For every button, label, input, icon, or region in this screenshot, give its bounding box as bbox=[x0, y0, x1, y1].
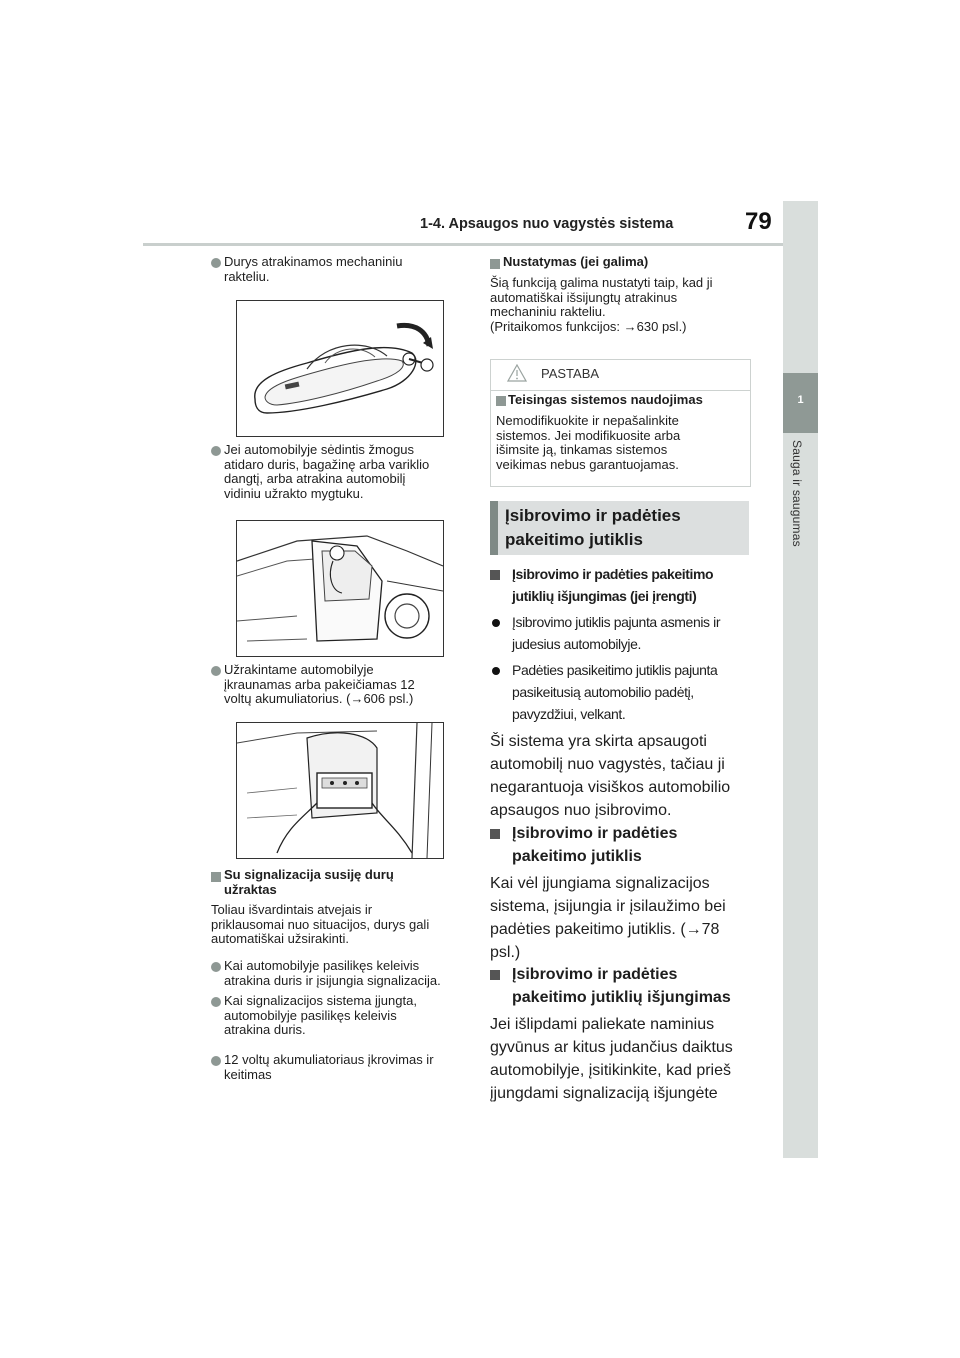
bullet-icon bbox=[211, 962, 221, 972]
chapter-number: 1 bbox=[797, 394, 804, 406]
sub-heading-3: Įsibrovimo ir padėties pakeitimo jutiklių išjungimas bbox=[512, 966, 731, 1006]
section-title: Įsibrovimo ir padėties pakeitimo jutiklis bbox=[505, 506, 681, 549]
figure-door-handle bbox=[236, 300, 444, 437]
bullet-text-3: Užrakintame automobilyje įkraunamas arba pakeičiamas 12 voltų akumuliatorius. (→606 psl.) bbox=[224, 662, 415, 706]
bullet-text-4: Kai automobilyje pasilikęs keleivis atrakina duris ir įsijungia signalizacija. bbox=[224, 958, 441, 988]
square-bullet-icon bbox=[490, 570, 500, 580]
side-tab-strip bbox=[783, 201, 818, 1158]
square-bullet-icon bbox=[490, 829, 500, 839]
warning-triangle-icon bbox=[507, 364, 527, 382]
sub-heading-1: Įsibrovimo ir padėties pakeitimo jutiklių išjungimas (jei įrengti) bbox=[512, 566, 714, 604]
square-bullet-icon bbox=[490, 970, 500, 980]
chapter-label: Sauga ir saugumas bbox=[790, 440, 804, 547]
running-header: 1-4. Apsaugos nuo vagystės sistema bbox=[420, 216, 674, 232]
square-bullet-icon bbox=[490, 259, 500, 269]
section-heading-bar bbox=[490, 501, 498, 555]
bullet-text-2: Jei automobilyje sėdintis žmogus atidaro duris, bagažinę arba variklio dangtį, arba atrakina automobilį vidiniu užrakto mygtuku. bbox=[224, 442, 430, 501]
paragraph-3: Jei išlipdami paliekate naminius gyvūnus ar kitus judančius daiktus automobilyje, įsitikinkite, kad prieš įjungdami signalizaciją išjungėte bbox=[490, 1016, 733, 1102]
bullet-icon bbox=[211, 446, 221, 456]
dot-text-1: Įsibrovimo jutiklis pajunta asmenis ir judesius automobilyje. bbox=[512, 614, 721, 652]
battery-replacement-icon bbox=[237, 723, 443, 858]
square-bullet-icon bbox=[211, 872, 221, 882]
paragraph-2: Kai vėl įjungiama signalizacijos sistema, įsijungia ir įsilaužimo bei padėties pakeitimo jutiklis. (→78 psl.) bbox=[490, 875, 726, 961]
door-handle-key-icon bbox=[237, 301, 443, 436]
bullet-text-1: Durys atrakinamos mechaniniu rakteliu. bbox=[224, 254, 403, 284]
dot-bullet-icon bbox=[492, 619, 500, 627]
figure-person-door bbox=[236, 520, 444, 657]
bullet-icon bbox=[211, 997, 221, 1007]
car-door-person-icon bbox=[237, 521, 443, 656]
header-rule bbox=[143, 243, 783, 246]
bullet-text-5: Kai signalizacijos sistema įjungta, automobilyje pasilikęs keleivis atrakina duris. bbox=[224, 993, 417, 1037]
caution-header bbox=[491, 360, 750, 391]
bullet-icon bbox=[211, 666, 221, 676]
setting-heading: Nustatymas (jei galima) bbox=[503, 254, 649, 269]
intro-text: Toliau išvardintais atvejais ir priklausomai nuo situacijos, durys gali automatiškai užsirakinti. bbox=[211, 902, 430, 946]
caution-label: PASTABA bbox=[541, 366, 600, 381]
bullet-text-6: 12 voltų akumuliatoriaus įkrovimas ir keitimas bbox=[224, 1052, 434, 1082]
dot-text-2: Padėties pasikeitimo jutiklis pajunta pasikeitusią automobilio padėtį, pavyzdžiui, velkant. bbox=[512, 662, 718, 722]
sub-heading-2: Įsibrovimo ir padėties pakeitimo jutiklis bbox=[512, 825, 678, 865]
dot-bullet-icon bbox=[492, 667, 500, 675]
caution-heading: Teisingas sistemos naudojimas bbox=[508, 392, 703, 407]
bullet-icon bbox=[211, 1056, 221, 1066]
figure-battery bbox=[236, 722, 444, 859]
paragraph-1: Ši sistema yra skirta apsaugoti automobilį nuo vagystės, tačiau ji negarantuoja visiškos automobilio apsaugos nuo įsibrovimo. bbox=[490, 733, 731, 819]
page-number: 79 bbox=[745, 208, 772, 235]
square-bullet-icon bbox=[496, 396, 506, 406]
bullet-icon bbox=[211, 258, 221, 268]
subheading-door-lock: Su signalizacija susiję durų užraktas bbox=[224, 867, 394, 897]
caution-text: Nemodifikuokite ir nepašalinkite sistemos. Jei modifikuosite arba išimsite ją, tinkamas sistemos veikimas nebus garantuojamas. bbox=[496, 413, 681, 472]
setting-text: Šią funkciją galima nustatyti taip, kad ji automatiškai išsijungtų atrakinus mechaniniu rakteliu. (Pritaikomos funkcijos: →630 psl.) bbox=[490, 275, 713, 334]
